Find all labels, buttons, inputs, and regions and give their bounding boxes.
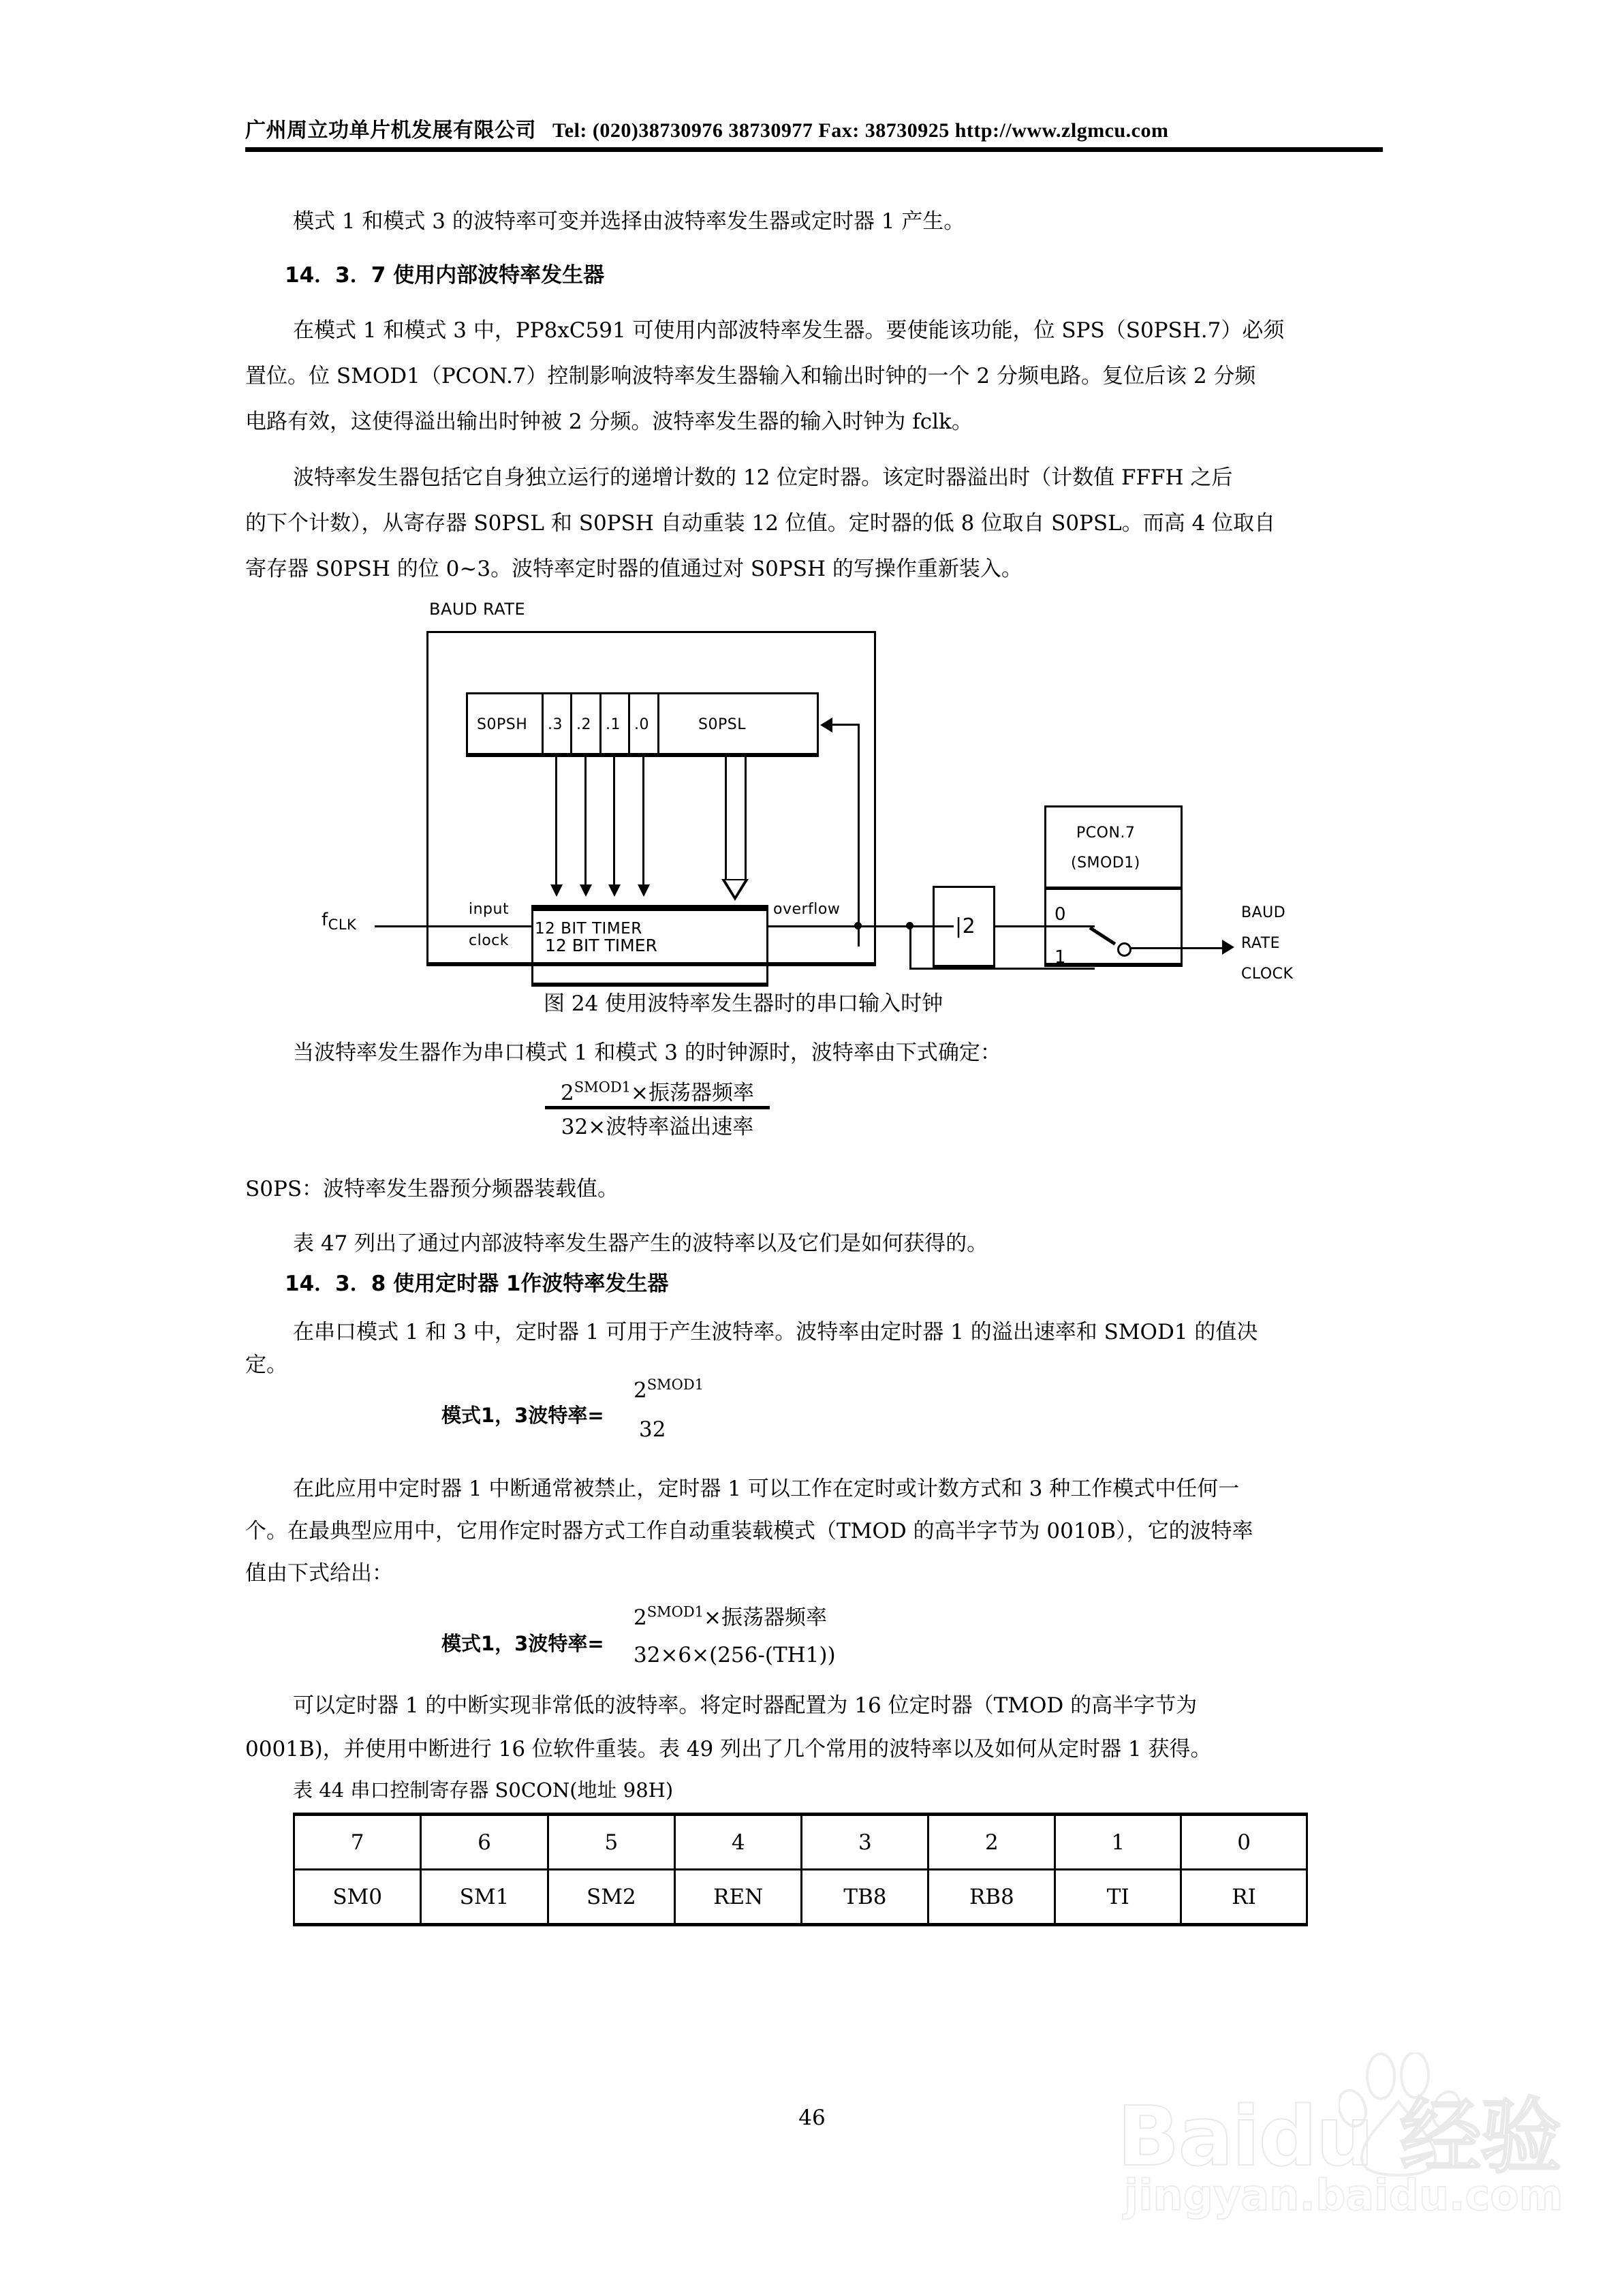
- header-divider: [245, 147, 1383, 152]
- register-bit-0: .0: [634, 716, 649, 733]
- register-bit-1: .1: [606, 716, 621, 733]
- register-label-s0psl: S0PSL: [698, 716, 746, 733]
- bit-name-cell: SM1: [421, 1870, 548, 1925]
- formula-baud-rate-bg: [545, 1075, 770, 1140]
- section-heading-1437: 14．3．7 使用内部波特率发生器: [285, 263, 605, 288]
- output-label-baud: BAUD: [1241, 904, 1286, 921]
- bit-name-cell: RB8: [928, 1870, 1055, 1925]
- paragraph-7-line-1: 在串口模式 1 和 3 中，定时器 1 可用于产生波特率。波特率由定时器 1 的溢出速率和 SMOD1 的值决: [293, 1320, 1258, 1344]
- pcon7-header-box: [1044, 805, 1183, 890]
- bit2-wire: [584, 757, 587, 890]
- paragraph-5-s0ps: S0PS：波特率发生器预分频器装载值。: [245, 1177, 619, 1201]
- switch-contact-0-wire: [995, 925, 1095, 927]
- formula3-denominator: 32×6×(256-(TH1)): [634, 1643, 836, 1667]
- paragraph-6-table47: 表 47 列出了通过内部波特率发生器产生的波特率以及它们是如何获得的。: [293, 1231, 988, 1256]
- formula2-num-sup: SMOD1: [646, 1376, 704, 1393]
- bit-number-cell: 5: [548, 1815, 674, 1870]
- baidu-jingyan-watermark: [1110, 2037, 1587, 2235]
- paragraph-9-line-1: 可以定时器 1 的中断实现非常低的波特率。将定时器配置为 16 位定时器（TMOD 的高半字节为: [293, 1693, 1198, 1718]
- reload-arrow-icon: [820, 718, 832, 733]
- timer-box-label: 12 BIT TIMER: [545, 936, 657, 955]
- bit0-wire: [642, 757, 644, 890]
- formula1-num-rest: ×振荡器频率: [631, 1081, 755, 1105]
- bit-name-cell: RI: [1181, 1870, 1307, 1925]
- bit-number-cell: 2: [928, 1815, 1055, 1870]
- bit1-arrow-icon: [608, 884, 621, 897]
- smod1-label: (SMOD1): [1071, 854, 1140, 872]
- switch-knob[interactable]: [1117, 942, 1131, 957]
- fclk-sub: CLK: [328, 917, 357, 934]
- s0con-register-table: [293, 1813, 1308, 1926]
- timer-label: 12 BIT TIMER: [535, 920, 642, 938]
- paragraph-8-line-1: 在此应用中定时器 1 中断通常被禁止，定时器 1 可以工作在定时或计数方式和 3 种工作模式中任何一: [293, 1477, 1240, 1501]
- bit-number-cell: 6: [421, 1815, 548, 1870]
- bit-name-cell: SM2: [548, 1870, 674, 1925]
- paragraph-3-line-3: 寄存器 S0PSH 的位 0~3。波特率定时器的值通过对 S0PSH 的写操作重新装入。: [245, 557, 1022, 581]
- watermark-main-text: Baidu 经验: [1117, 2090, 1561, 2185]
- baud-clock-out-arrow-icon: [1222, 940, 1234, 955]
- bit2-arrow-icon: [580, 884, 592, 897]
- s0psl-bus-right: [745, 757, 747, 880]
- paragraph-8-line-3: 值由下式给出：: [245, 1561, 393, 1586]
- table-row-bit-names: [294, 1870, 1307, 1925]
- paragraph-9-line-2: 0001B)，并使用中断进行 16 位软件重装。表 49 列出了几个常用的波特率以及如何从定时器 1 获得。: [245, 1737, 1212, 1761]
- formula2-denominator: 32: [639, 1417, 666, 1443]
- switch-pos-1-label: 1: [1055, 947, 1067, 968]
- formula3-lhs: 模式1，3波特率=: [441, 1632, 604, 1655]
- page-number: 46: [798, 2106, 826, 2130]
- switch-contact-1-wire: [1025, 968, 1095, 970]
- reg-sep-3: [599, 694, 602, 755]
- bit-number-cell: 3: [802, 1815, 928, 1870]
- formula1-num-base: 2: [560, 1081, 574, 1105]
- table-row-bit-numbers: [294, 1815, 1307, 1870]
- fclk-base: f: [322, 910, 328, 930]
- paragraph-8-line-2: 个。在最典型应用中，它用作定时器方式工作自动重装载模式（TMOD 的高半字节为 0010B），它的波特率: [245, 1519, 1253, 1543]
- header-company: 广州周立功单片机发展有限公司: [245, 119, 536, 142]
- bit-name-cell: TB8: [802, 1870, 928, 1925]
- bit-number-cell: 7: [294, 1815, 421, 1870]
- formula3-numerator: [634, 1600, 836, 1631]
- paragraph-2-line-1: 在模式 1 和模式 3 中，PP8xC591 可使用内部波特率发生器。要使能该功能，位 SPS（S0PSH.7）必须: [293, 318, 1285, 343]
- reload-wire-v: [858, 724, 860, 946]
- formula3-num-sup: SMOD1: [646, 1603, 704, 1620]
- bypass-wire-bottom: [909, 968, 1025, 970]
- formula2-numerator: [634, 1376, 704, 1402]
- watermark-sub-text: jingyan.baidu.com: [1124, 2170, 1563, 2220]
- reg-sep-1: [542, 694, 544, 755]
- formula-mode13-timer1: [634, 1600, 836, 1667]
- table-caption: 表 44 串口控制寄存器 S0CON(地址 98H): [293, 1778, 674, 1802]
- paragraph-3-line-1: 波特率发生器包括它自身独立运行的递增计数的 12 位定时器。该定时器溢出时（计数值 FFFH 之后: [293, 465, 1233, 490]
- bit-number-cell: 0: [1181, 1815, 1307, 1870]
- register-bit-3: .3: [548, 716, 563, 733]
- paragraph-intro: 模式 1 和模式 3 的波特率可变并选择由波特率发生器或定时器 1 产生。: [293, 209, 965, 234]
- formula1-numerator: [545, 1075, 770, 1106]
- fclk-wire: [375, 925, 531, 927]
- bit3-arrow-icon: [550, 884, 563, 897]
- bit-name-cell: TI: [1055, 1870, 1181, 1925]
- formula1-num-sup: SMOD1: [574, 1079, 631, 1096]
- bit-name-cell: SM0: [294, 1870, 421, 1925]
- paragraph-2-line-2: 置位。位 SMOD1（PCON.7）控制影响波特率发生器输入和输出时钟的一个 2 分频电路。复位后该 2 分频: [245, 364, 1256, 388]
- formula2-lhs: 模式1，3波特率=: [441, 1404, 604, 1427]
- timer-overflow-label: overflow: [773, 901, 841, 918]
- paragraph-2-line-3: 电路有效，这使得溢出输出时钟被 2 分频。波特率发生器的输入时钟为 fclk。: [245, 410, 973, 434]
- output-label-clock: CLOCK: [1241, 966, 1294, 983]
- divide-by-2-label: |2: [955, 914, 976, 938]
- bypass-wire-down: [909, 925, 911, 970]
- header-contact: Tel: (020)38730976 38730977 Fax: 38730925 http://www.zlgmcu.com: [552, 119, 1169, 142]
- formula3-num-rest: ×振荡器频率: [704, 1605, 828, 1630]
- section-heading-1438: 14．3．8 使用定时器 1作波特率发生器: [285, 1272, 669, 1296]
- paragraph-4: 当波特率发生器作为串口模式 1 和模式 3 的时钟源时，波特率由下式确定：: [293, 1041, 1001, 1065]
- output-label-rate: RATE: [1241, 935, 1281, 952]
- register-label-s0psh: S0PSH: [477, 716, 528, 733]
- formula1-denominator: 32×波特率溢出速率: [561, 1115, 754, 1139]
- overflow-junction-dot-1: [854, 922, 862, 929]
- page-header: [245, 113, 1383, 143]
- bit3-wire: [555, 757, 557, 890]
- switch-pos-0-label: 0: [1055, 904, 1067, 925]
- figure-caption: 图 24 使用波特率发生器时的串口输入时钟: [544, 991, 943, 1016]
- formula2-num-base: 2: [634, 1378, 647, 1403]
- s0psl-bus-arrow-icon: [721, 879, 749, 901]
- bit-number-cell: 4: [675, 1815, 802, 1870]
- formula-mode13-simple: [634, 1376, 704, 1442]
- paragraph-7-line-2: 定。: [245, 1353, 287, 1377]
- register-bit-2: .2: [576, 716, 591, 733]
- s0psl-bus-left: [725, 757, 727, 880]
- baud-clock-out-wire: [1129, 947, 1225, 949]
- reload-wire-h: [832, 724, 860, 726]
- bit0-arrow-icon: [638, 884, 650, 897]
- bit-name-cell: REN: [675, 1870, 802, 1925]
- pcon7-label: PCON.7: [1076, 825, 1136, 842]
- paragraph-3-line-2: 的下个计数），从寄存器 S0PSL 和 S0PSH 自动重装 12 位值。定时器的低 8 位取自 S0PSL。而高 4 位取自: [245, 511, 1276, 536]
- figure-title-baud-rate: BAUD RATE: [429, 600, 526, 619]
- header-text: [245, 113, 1383, 143]
- reg-sep-5: [657, 694, 659, 755]
- fclk-label: [322, 910, 356, 933]
- formula3-num-base: 2: [634, 1605, 647, 1630]
- reg-sep-4: [628, 694, 630, 755]
- reg-sep-2: [570, 694, 572, 755]
- bit-number-cell: 1: [1055, 1815, 1181, 1870]
- timer-input-label: input: [469, 901, 510, 918]
- timer-clock-label: clock: [469, 932, 510, 949]
- bit1-wire: [613, 757, 615, 890]
